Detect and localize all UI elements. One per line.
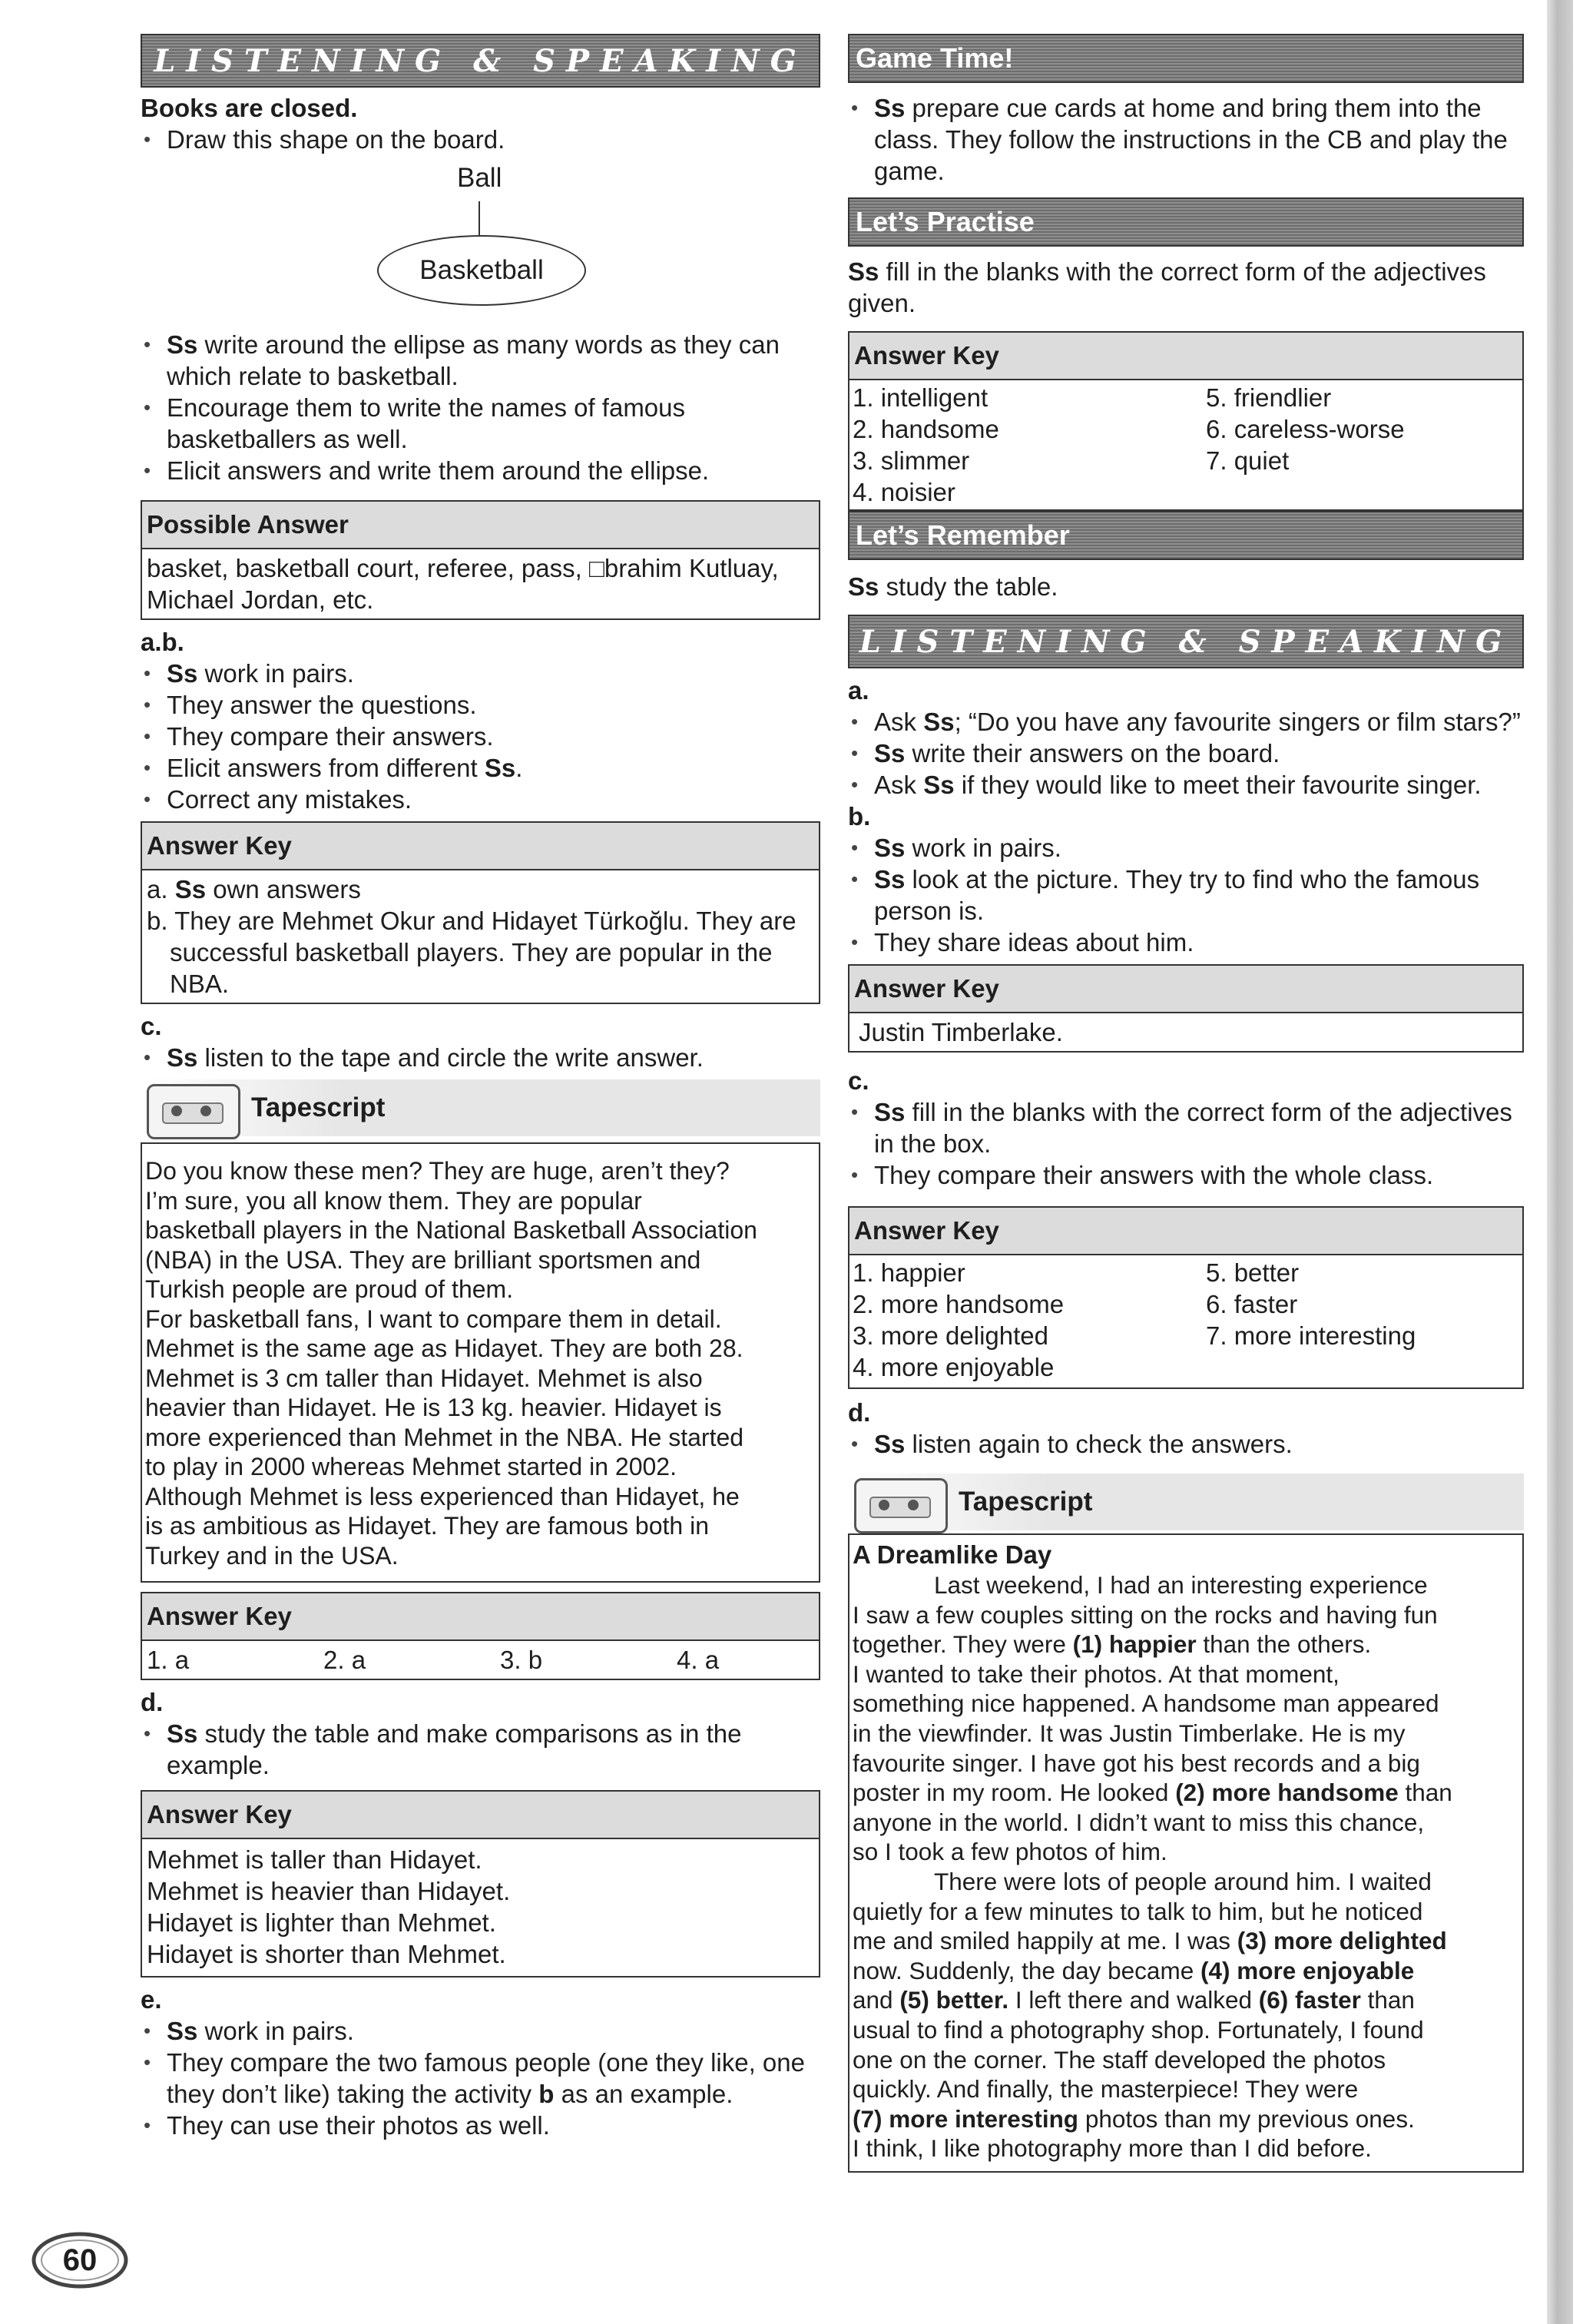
story-line xyxy=(853,1837,1519,1867)
bullets-c xyxy=(848,1096,1524,1191)
text-line: 4. more enjoyable xyxy=(853,1353,1055,1381)
right-column xyxy=(848,34,1524,2173)
text-run: Last weekend, I had an interesting experience xyxy=(934,1571,1428,1599)
text-line: Turkish people are proud of them. xyxy=(145,1275,514,1303)
text-run: listen again to check the answers. xyxy=(905,1430,1293,1458)
answer-key-c-columns xyxy=(849,1255,1522,1387)
bold-text: Ss xyxy=(167,1719,198,1748)
diagram-connector-line xyxy=(479,201,480,235)
text-run: They compare their answers. xyxy=(167,722,494,751)
answer-key-b-box xyxy=(848,964,1524,1053)
text-run: There were lots of people around him. I waited xyxy=(934,1867,1432,1895)
tapescript-heading xyxy=(141,1079,820,1136)
list-item xyxy=(848,864,1524,927)
answer-col-1 xyxy=(853,382,1206,508)
bullets-b xyxy=(848,832,1524,958)
answer-key-d-lines xyxy=(142,1839,819,1976)
story-line xyxy=(853,1629,1519,1659)
answer-key-title: Answer Key xyxy=(142,1593,819,1641)
remember-text xyxy=(848,571,1524,602)
text-run: quickly. And finally, the masterpiece! They were xyxy=(853,2075,1359,2104)
story-line xyxy=(853,1956,1519,1986)
list-item xyxy=(141,752,820,784)
tapescript-text xyxy=(145,1156,816,1570)
text-line: 5. better xyxy=(1206,1258,1300,1287)
text-run: write around the ellipse as many words as they can which relate to basketball. xyxy=(167,330,780,390)
bold-text: Ss xyxy=(167,330,198,359)
cassette-icon xyxy=(848,1474,948,1530)
answer-key-practise-box xyxy=(848,331,1524,511)
story-line xyxy=(853,1985,1519,2015)
section-a-label: a. xyxy=(848,676,869,704)
story-line xyxy=(853,1659,1519,1689)
list-item xyxy=(848,92,1524,187)
bold-text: Ss xyxy=(874,1098,906,1126)
story-line xyxy=(853,1570,1519,1600)
text-line: Mehmet is taller than Hidayet. xyxy=(147,1845,482,1874)
story-line xyxy=(853,1719,1519,1749)
text-line: (NBA) in the USA. They are brilliant sportsmen and xyxy=(145,1245,701,1274)
answer-key-practise-columns xyxy=(849,380,1522,509)
page-number: 60 xyxy=(62,2243,98,2277)
list-item xyxy=(141,2015,820,2047)
text-line: I’m sure, you all know them. They are popular xyxy=(145,1186,642,1215)
bold-text: Ss xyxy=(923,771,955,799)
answer-key-title: Answer Key xyxy=(849,966,1522,1013)
list-item xyxy=(848,769,1524,801)
tapescript-heading xyxy=(848,1474,1524,1530)
game-time-header: Game Time! xyxy=(848,34,1524,83)
story-box xyxy=(848,1533,1524,2173)
text-run: ; “Do you have any favourite singers or film stars?” xyxy=(954,708,1521,736)
text-run: together. They were xyxy=(853,1630,1073,1659)
list-item xyxy=(848,927,1524,958)
cassette-icon xyxy=(141,1079,240,1136)
text-line: 3. slimmer xyxy=(853,446,970,475)
draw-shape-list xyxy=(141,124,820,155)
answer-col-2 xyxy=(1206,1257,1519,1383)
section-c-label: c. xyxy=(141,1012,162,1040)
bold-text: (7) more interesting xyxy=(853,2104,1079,2133)
text-line: 6. careless-worse xyxy=(1206,415,1405,443)
text-run: than the others. xyxy=(1196,1630,1372,1659)
text-run: work in pairs. xyxy=(905,834,1061,862)
list-item: • Draw this shape on the board. xyxy=(141,124,820,155)
text-run: and xyxy=(853,1986,900,2014)
bold-text: (2) more handsome xyxy=(1175,1779,1399,1807)
text-run: They compare the two famous people (one they like, one they don’t like) taking the activity xyxy=(167,2048,805,2108)
story-line xyxy=(853,1689,1519,1719)
listening-speaking-header: LISTENING & SPEAKING xyxy=(141,34,820,88)
text-run: write their answers on the board. xyxy=(905,739,1280,767)
text-run: fill in the blanks with the correct form of the adjectives in the box. xyxy=(874,1098,1512,1158)
text-run: study the table and make comparisons as in the example. xyxy=(167,1719,742,1779)
answer-item: 3. b xyxy=(500,1646,543,1674)
story-line xyxy=(853,1600,1519,1630)
bold-text: Ss xyxy=(874,1430,906,1458)
text-line: is as ambitious as Hidayet. They are famous both in xyxy=(145,1512,709,1540)
text-run: favourite singer. I have got his best records and a big xyxy=(853,1749,1420,1777)
bold-text: Ss xyxy=(174,875,207,903)
bullets-d xyxy=(848,1428,1524,1460)
bold-text: Ss xyxy=(874,865,906,893)
text-line: heavier than Hidayet. He is 13 kg. heavier. Hidayet is xyxy=(145,1394,722,1421)
bullets-ab xyxy=(141,658,820,815)
answer-key-ab-box xyxy=(141,821,820,1004)
text-run: They answer the questions. xyxy=(167,691,477,719)
possible-answer-box xyxy=(141,500,820,620)
section-d-label: d. xyxy=(141,1688,164,1716)
bold-text: (6) faster xyxy=(1258,1986,1361,2014)
answer-key-ab-lines xyxy=(142,870,819,1003)
story-line xyxy=(853,1867,1519,1897)
text-run: They compare their answers with the whole class. xyxy=(874,1161,1434,1189)
bold-text: Ss xyxy=(874,94,906,122)
text-run: Elicit answers from different xyxy=(167,754,485,782)
text-line: Mehmet is heavier than Hidayet. xyxy=(147,1877,511,1905)
text-run: b. They are Mehmet Okur and Hidayet Türkoğlu. They are successful basketball players. They are popular in the NBA. xyxy=(147,907,796,998)
bold-text: Ss xyxy=(484,754,516,782)
story-title: A Dreamlike Day xyxy=(853,1540,1052,1569)
bold-text: Ss xyxy=(848,572,879,601)
story-line xyxy=(853,2045,1519,2075)
bold-text: Ss xyxy=(874,834,906,862)
text-run: a. xyxy=(147,875,175,903)
section-c-label: c. xyxy=(848,1066,869,1095)
text-run: I wanted to take their photos. At that moment, xyxy=(853,1659,1340,1688)
answer-col-1 xyxy=(853,1257,1206,1383)
bold-text: Ss xyxy=(923,708,955,736)
text-line: Hidayet is lighter than Mehmet. xyxy=(147,1908,496,1937)
text-run: They share ideas about him. xyxy=(874,928,1194,956)
text-line: basketball players in the National Basketball Association xyxy=(145,1216,757,1244)
text-run: than xyxy=(1360,1986,1415,2014)
bold-text: Ss xyxy=(167,1043,198,1072)
text-run: if they would like to meet their favourite singer. xyxy=(954,771,1482,799)
text-run: so I took a few photos of him. xyxy=(853,1838,1167,1866)
list-item xyxy=(848,1159,1524,1191)
lets-practise-header: Let’s Practise xyxy=(848,197,1524,247)
story-line xyxy=(853,2015,1519,2045)
text-run: study the table. xyxy=(879,572,1058,601)
tapescript-label: Tapescript xyxy=(959,1487,1093,1517)
list-item xyxy=(848,706,1524,738)
list-item xyxy=(848,1096,1524,1159)
text-line: 7. quiet xyxy=(1206,446,1290,475)
left-column xyxy=(141,34,820,2141)
text-run: usual to find a photography shop. Fortunately, I found xyxy=(853,2015,1424,2044)
list-item xyxy=(141,329,820,392)
list-item xyxy=(141,689,820,721)
text-run: work in pairs. xyxy=(197,2017,354,2045)
answer-col-2 xyxy=(1206,382,1519,508)
section-b-label: b. xyxy=(848,802,871,830)
text-run: photos than my previous ones. xyxy=(1078,2104,1415,2133)
page-edge-shadow xyxy=(1547,0,1573,2324)
text-run: fill in the blanks with the correct form of the adjectives given. xyxy=(848,257,1486,317)
text-run: in the viewfinder. It was Justin Timberlake. He is my xyxy=(853,1719,1406,1747)
text-run: anyone in the world. I didn’t want to miss this chance, xyxy=(853,1808,1425,1836)
answer-key-c-items xyxy=(142,1641,819,1679)
story-line xyxy=(853,1778,1519,1808)
section-e-label: e. xyxy=(141,1985,162,2014)
practise-text xyxy=(848,256,1524,319)
possible-answer-text: basket, basketball court, referee, pass, □brahim Kutluay, Michael Jordan, etc. xyxy=(147,554,779,614)
text-line: 2. more handsome xyxy=(853,1290,1065,1318)
bold-text: Ss xyxy=(874,739,906,767)
section-ab-label: a.b. xyxy=(141,628,184,656)
bullets-e xyxy=(141,2015,820,2141)
answer-key-d-box xyxy=(141,1790,820,1978)
text-line: 1. intelligent xyxy=(853,383,989,412)
page-number-badge xyxy=(28,2228,132,2293)
bullets-a xyxy=(848,706,1524,801)
answer-line xyxy=(147,874,814,905)
bullets-game xyxy=(848,92,1524,187)
bold-text: (5) better. xyxy=(899,1986,1009,2014)
tapescript-box xyxy=(141,1142,820,1583)
list-item xyxy=(848,1428,1524,1460)
text-run: one on the corner. The staff developed the photos xyxy=(853,2045,1386,2074)
bullets-c xyxy=(141,1042,820,1073)
answer-key-title: Answer Key xyxy=(849,1208,1522,1255)
bold-text: (1) happier xyxy=(1072,1630,1197,1659)
answer-item: 4. a xyxy=(677,1646,720,1674)
text-run: Encourage them to write the names of famous basketballers as well. xyxy=(167,393,686,453)
text-run: I saw a few couples sitting on the rocks and having fun xyxy=(853,1600,1438,1629)
text-line: Mehmet is 3 cm taller than Hidayet. Mehmet is also xyxy=(145,1364,703,1392)
answer-item: 1. a xyxy=(147,1646,190,1674)
word-web-diagram xyxy=(141,155,820,309)
text-run: poster in my room. He looked xyxy=(853,1779,1176,1807)
text-run: Elicit answers and write them around the ellipse. xyxy=(167,456,710,485)
text-line: Turkey and in the USA. xyxy=(145,1541,399,1570)
lets-remember-header: Let’s Remember xyxy=(848,511,1524,560)
text-line: 3. more delighted xyxy=(853,1321,1048,1350)
list-item xyxy=(141,1042,820,1073)
list-item xyxy=(141,2110,820,2141)
text-run: Ask xyxy=(874,771,924,799)
text-run: I think, I like photography more than I did before. xyxy=(853,2134,1372,2163)
story-text xyxy=(853,1570,1519,2163)
books-closed-text: Books are closed. xyxy=(141,94,358,122)
text-run: They can use their photos as well. xyxy=(167,2111,550,2140)
text-line: Mehmet is the same age as Hidayet. They are both 28. xyxy=(145,1334,743,1362)
bold-text: Ss xyxy=(848,257,879,286)
text-run: listen to the tape and circle the write answer. xyxy=(197,1043,704,1072)
text-run: own answers xyxy=(206,875,361,903)
story-line xyxy=(853,2104,1519,2134)
text-line: Do you know these men? They are huge, aren’t they? xyxy=(145,1157,730,1185)
text-line: 1. happier xyxy=(853,1258,965,1287)
list-item xyxy=(141,658,820,689)
list-item xyxy=(848,738,1524,769)
bold-text: Ss xyxy=(167,2017,198,2045)
story-line xyxy=(853,1897,1519,1927)
list-item xyxy=(141,2047,820,2110)
possible-answer-title: Possible Answer xyxy=(142,502,819,549)
text-line: 6. faster xyxy=(1206,1290,1298,1318)
answer-item: 2. a xyxy=(323,1646,366,1674)
text-run: as an example. xyxy=(554,2080,734,2108)
answer-key-c-box xyxy=(848,1206,1524,1389)
bold-text: (4) more enjoyable xyxy=(1200,1956,1415,1984)
text-run: Ask xyxy=(874,708,924,736)
text-line: 7. more interesting xyxy=(1206,1321,1416,1350)
text-line: Although Mehmet is less experienced than Hidayet, he xyxy=(145,1482,740,1510)
tapescript-label: Tapescript xyxy=(251,1092,386,1122)
story-line xyxy=(853,2133,1519,2163)
text-line: to play in 2000 whereas Mehmet started in 2002. xyxy=(145,1453,677,1480)
text-run: quietly for a few minutes to talk to him, but he noticed xyxy=(853,1897,1423,1925)
answer-key-title: Answer Key xyxy=(142,823,819,870)
bold-text: Ss xyxy=(167,659,198,688)
text-run: me and smiled happily at me. I was xyxy=(853,1927,1237,1955)
answer-key-b-text: Justin Timberlake. xyxy=(859,1018,1063,1046)
section-d-label: d. xyxy=(848,1398,871,1427)
diagram-top-word: Ball xyxy=(457,163,502,193)
text-line: Hidayet is shorter than Mehmet. xyxy=(147,1940,506,1968)
text-line: For basketball fans, I want to compare them in detail. xyxy=(145,1305,722,1333)
answer-line xyxy=(147,905,814,1000)
story-line xyxy=(853,1749,1519,1779)
bullets-d xyxy=(141,1718,820,1781)
story-line xyxy=(853,1808,1519,1838)
text-run: prepare cue cards at home and bring them into the class. They follow the instructions in the CB and play the game. xyxy=(874,94,1508,185)
diagram-center-word: Basketball xyxy=(419,255,544,285)
text-run: . xyxy=(515,754,523,782)
answer-key-c-box xyxy=(141,1592,820,1680)
bold-text: (3) more delighted xyxy=(1237,1927,1447,1955)
list-item xyxy=(141,721,820,752)
list-item xyxy=(141,455,820,486)
story-line xyxy=(853,2074,1519,2104)
text-run: work in pairs. xyxy=(197,659,354,688)
text-run: than xyxy=(1398,1779,1452,1807)
diagram-ellipse xyxy=(377,235,586,306)
answer-key-title: Answer Key xyxy=(849,333,1522,380)
text-line: 2. handsome xyxy=(853,415,999,443)
list-item xyxy=(141,784,820,815)
text-run: Correct any mistakes. xyxy=(167,785,412,814)
bullets-ellipse xyxy=(141,329,820,486)
text-run: something nice happened. A handsome man appeared xyxy=(853,1689,1439,1718)
text-run: look at the picture. They try to find who the famous person is. xyxy=(874,865,1480,925)
bold-text: b xyxy=(538,2080,555,2108)
listening-speaking-header-2: LISTENING & SPEAKING xyxy=(848,615,1524,668)
text-line: 5. friendlier xyxy=(1206,383,1332,412)
text-run: I left there and walked xyxy=(1008,1986,1259,2014)
story-line xyxy=(853,1926,1519,1956)
list-item xyxy=(141,1718,820,1781)
list-item xyxy=(141,392,820,455)
text-line: 4. noisier xyxy=(853,478,955,506)
answer-key-title: Answer Key xyxy=(142,1792,819,1839)
text-line: more experienced than Mehmet in the NBA. He started xyxy=(145,1423,744,1451)
list-item xyxy=(848,832,1524,864)
text-run: now. Suddenly, the day became xyxy=(853,1956,1200,1984)
